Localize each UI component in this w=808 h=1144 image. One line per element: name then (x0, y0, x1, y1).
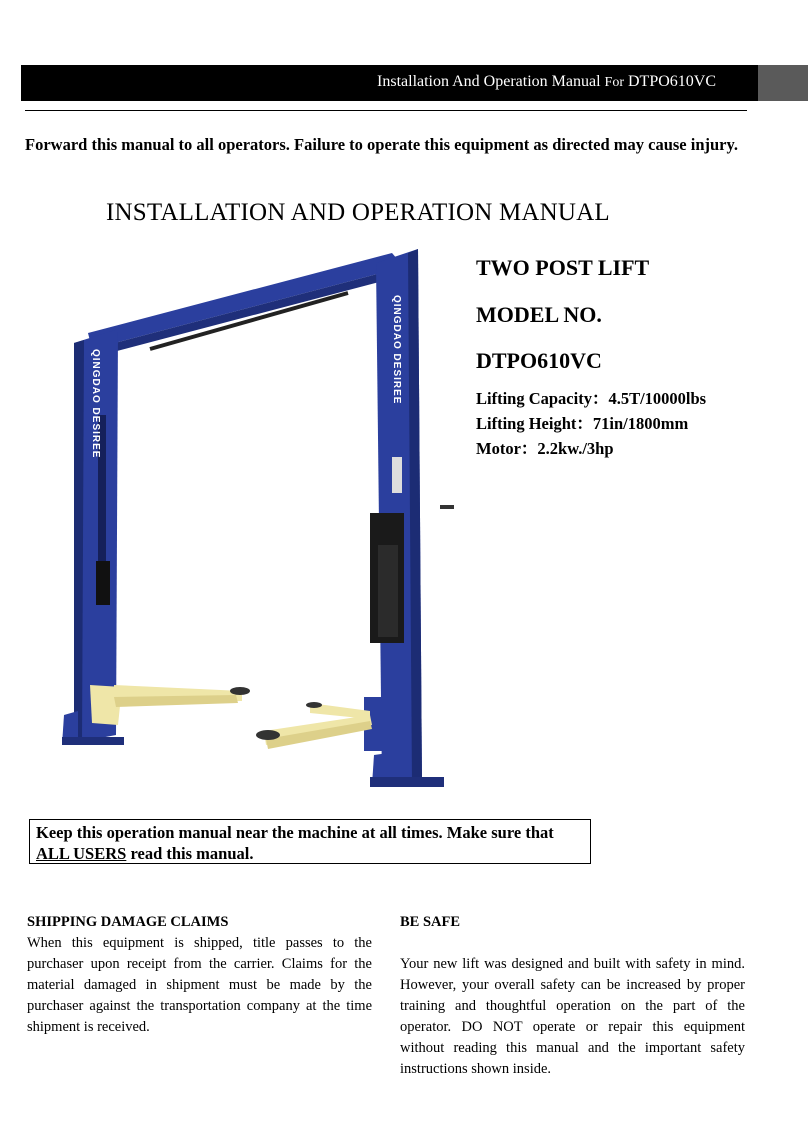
lift-top-beam (88, 253, 404, 349)
motor-spec: Motor：2.2kw./3hp (476, 439, 614, 458)
shipping-section (27, 912, 372, 1038)
header-tab (758, 65, 808, 101)
product-name: TWO POST LIFT (476, 255, 650, 280)
model-number: DTPO610VC (476, 348, 602, 373)
notice-text-before: Keep this operation manual near the machine at all times. Make sure that (36, 823, 554, 842)
lifting-height: Lifting Height：71in/1800mm (476, 414, 689, 433)
header-title-main: Installation And Operation Manual (377, 73, 601, 90)
header-title-for: For (604, 75, 624, 90)
lifting-capacity: Lifting Capacity：4.5T/10000lbs (476, 389, 707, 408)
safety-section (400, 912, 745, 1080)
model-label: MODEL NO. (476, 302, 602, 327)
safety-heading: BE SAFE (400, 914, 461, 930)
lift-right-brand: QINGDAO DESIREE (391, 295, 402, 405)
header-title-model: DTPO610VC (627, 73, 716, 90)
safety-body: Your new lift was designed and built with safety in mind. However, your overall safety can be increased by proper training and thoughtful operation on the part of the operator. DO NOT operate or repair this equipment without reading this manual and the important safety instructions shown inside. (400, 956, 745, 1077)
warning-line: Forward this manual to all operators. Failure to operate this equipment as directed may cause injury. (25, 135, 738, 154)
page-title: INSTALLATION AND OPERATION MANUAL (106, 199, 610, 226)
notice-box (29, 819, 591, 864)
notice-text-after: read this manual. (126, 844, 254, 863)
header-bar (21, 65, 758, 101)
two-post-lift-image (52, 245, 472, 805)
shipping-heading: SHIPPING DAMAGE CLAIMS (27, 914, 229, 930)
notice-emphasis: ALL USERS (36, 844, 127, 863)
header-title (377, 73, 716, 91)
lift-left-brand: QINGDAO DESIREE (90, 349, 101, 459)
header-rule (25, 110, 747, 111)
shipping-body: When this equipment is shipped, title passes to the purchaser upon receipt from the carrier. Claims for the material damaged in shipment must be made by the purchaser against the transportation company at the time shipment is received. (27, 935, 372, 1035)
